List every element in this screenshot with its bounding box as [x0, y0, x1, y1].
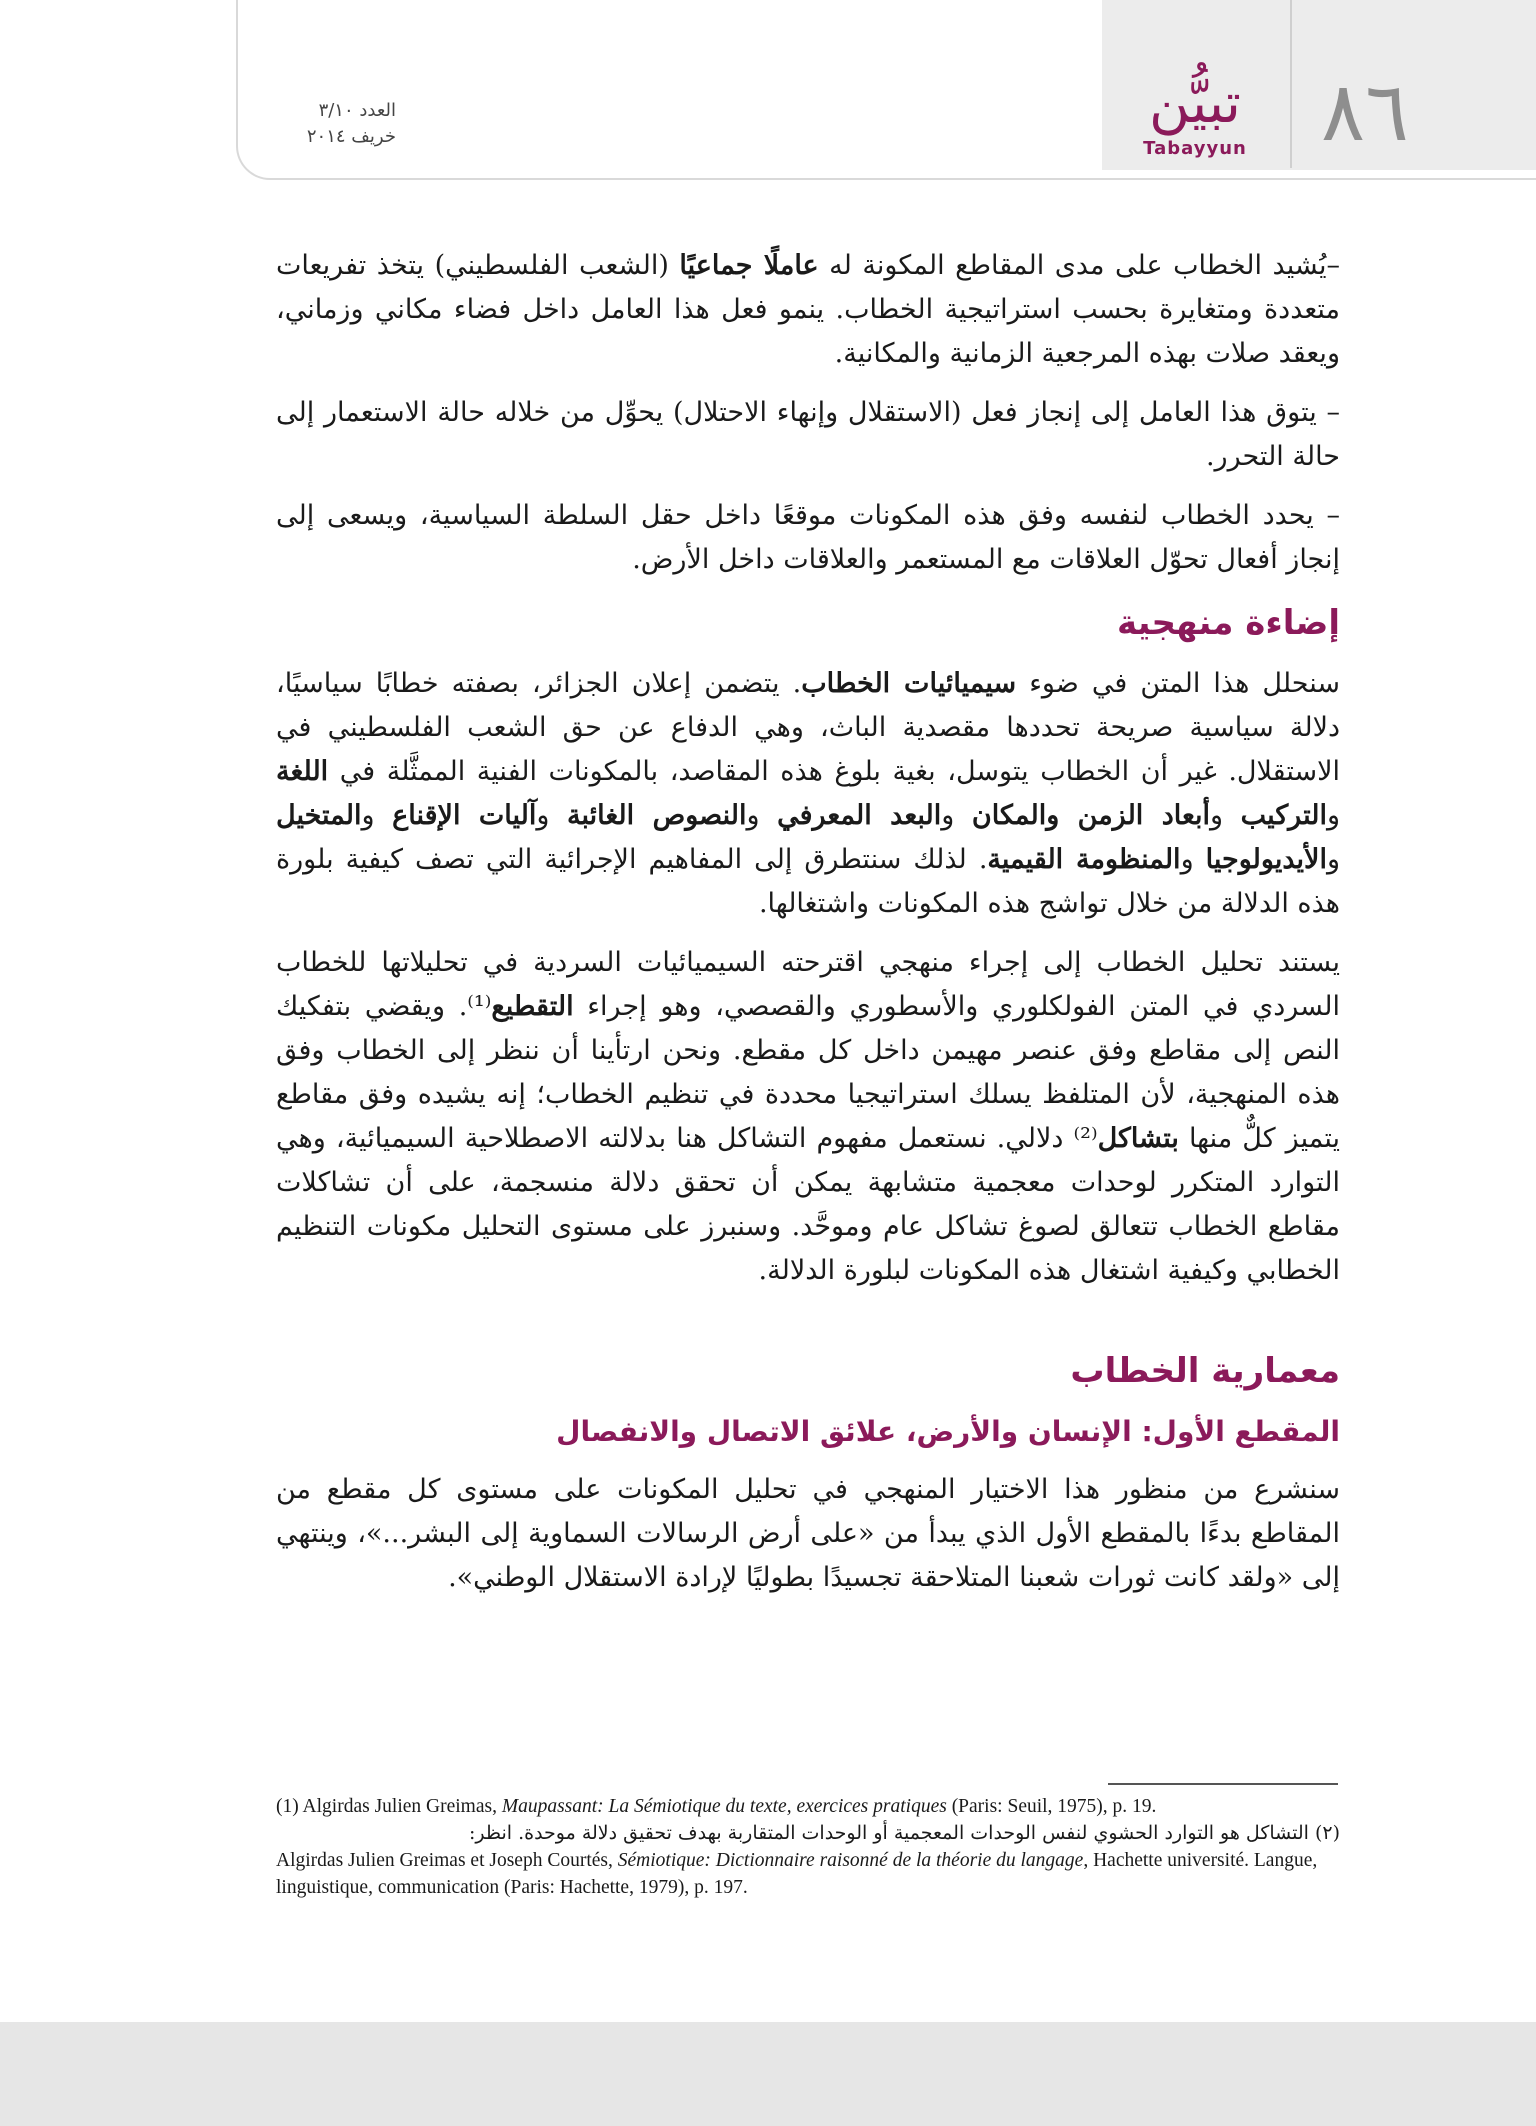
bold-term: اللغة [276, 756, 329, 787]
text-run: و [361, 800, 393, 831]
logo-arabic: تبيُّن [1148, 71, 1241, 136]
text-run: . لذلك سنتطرق إلى المفاهيم الإجرائية التي تصف كيفية بلورة هذه الدلالة من خلال تواشج هذه المكونات واشتغالها. [276, 844, 1340, 919]
article-body [276, 244, 1340, 1615]
paragraph [276, 941, 1340, 1293]
bold-term: عاملًا جماعيًا [679, 250, 819, 281]
issue-season: خريف ٢٠١٤ [306, 126, 396, 147]
footnote-2-arabic: (٢) التشاكل هو التوارد الحشوي لنفس الوحدات المعجمية أو الوحدات المتقاربة بهدف تحقيق دلالة موحدة. انظر: [469, 1822, 1340, 1844]
text-run: . يتضمن إعلان الجزائر، بصفته خطابًا سياسيًا، دلالة سياسية صريحة تحددها مقصدية الباث، وهي الدفاع عن حق الشعب الفلسطيني في الاستقلال. غير أن الخطاب يتوسل، بغية بلوغ هذه المقاصد، بالمكونات الفنية الممثَّلة في [276, 668, 1340, 787]
footnote-rule [1108, 1783, 1338, 1785]
text-run: (Paris: Seuil, 1975), p. 19. [946, 1796, 1157, 1817]
bold-term: آليات الإقناع [392, 800, 537, 831]
bold-term: المنظومة القيمية [987, 844, 1181, 875]
text-run: يستند تحليل الخطاب إلى إجراء منهجي اقترحته السيميائيات السردية في تحليلاتها للخطاب السردي في المتن الفولكلوري والأسطوري والقصصي، وهو إجراء [276, 947, 1340, 1022]
italic-title: Maupassant: La Sémiotique du texte, exercices pratiques [501, 1796, 947, 1817]
text-run: –يُشيد الخطاب على مدى المقاطع المكونة له [818, 250, 1340, 281]
bottom-band [0, 2022, 1536, 2126]
logo-latin: Tabayyun [1143, 138, 1247, 159]
section-title-methodology: إضاءة منهجية [1117, 603, 1340, 643]
text-run: – يحدد الخطاب لنفسه وفق هذه المكونات موقعًا داخل حقل السلطة السياسية، ويسعى إلى إنجاز أفعال تحوّل العلاقات مع المستعمر والعلاقات داخل الأرض. [276, 500, 1340, 575]
text-run: – يتوق هذا العامل إلى إنجاز فعل (الاستقلال وإنهاء الاحتلال) يحوِّل من خلاله حالة الاستعمار إلى حالة التحرر. [276, 397, 1340, 472]
bold-term: الأيديولوجيا [1205, 844, 1327, 875]
footnote-2-reference [276, 1847, 1340, 1901]
paragraph [276, 662, 1340, 926]
text-run: سنشرع من منظور هذا الاختيار المنهجي في تحليل المكونات على مستوى كل مقطع من المقاطع بدءًا بالمقطع الأول الذي يبدأ من «على أرض الرسالات السماوية إلى البشر...»، وينتهي إلى «ولقد كانت ثورات شعبنا المتلاحقة تجسيدًا بطوليًا لإرادة الاستقلال الوطني». [276, 1474, 1340, 1593]
bold-term: سيميائيات الخطاب [801, 668, 1017, 699]
header-divider [1290, 0, 1292, 168]
text-run: ⁽¹⁾. ويقضي بتفكيك النص إلى مقاطع وفق عنصر مهيمن داخل كل مقطع. ونحن ارتأينا أن ننظر إلى الخطاب وفق هذه المنهجية، لأن المتلفظ يسلك استراتيجيا محددة في تنظيم الخطاب؛ إنه يشيده وفق مقاطع يتميز كلٌّ منها [276, 991, 1340, 1154]
issue-number: العدد ٣/١٠ [318, 100, 396, 121]
text-run: و [536, 800, 568, 831]
journal-logo [1120, 72, 1270, 162]
bold-term: بتشاكل [1097, 1123, 1179, 1154]
bold-term: التركيب [1240, 800, 1327, 831]
paragraph [276, 244, 1340, 376]
text-run: و [941, 800, 972, 831]
section-title-architecture: معمارية الخطاب [1070, 1351, 1340, 1391]
text-run: و [1210, 800, 1241, 831]
footnote-1 [276, 1793, 1340, 1820]
subsection-title: المقطع الأول: الإنسان والأرض، علائق الاتصال والانفصال [556, 1415, 1340, 1448]
intro-paragraphs [276, 244, 1340, 582]
text-run: (1) Algirdas Julien Greimas, [276, 1796, 502, 1817]
footnotes [276, 1793, 1340, 1901]
text-run: (الشعب الفلسطيني) يتخذ تفريعات متعددة ومتغايرة بحسب استراتيجية الخطاب. ينمو فعل هذا العامل داخل فضاء مكاني وزماني، ويعقد صلات بهذه المرجعية الزمانية والمكانية. [276, 250, 1340, 369]
bold-term: البعد المعرفي [777, 800, 942, 831]
bold-term: التقطيع [491, 991, 574, 1022]
text-run: ⁽²⁾ دلالي. نستعمل مفهوم التشاكل هنا بدلالته الاصطلاحية السيميائية، وهي التوارد المتكرر لوحدات معجمية متشابهة يمكن أن تحقق دلالة منسجمة، على أن تشاكلات مقاطع الخطاب تتعالق لصوغ تشاكل عام وموحَّد. وسنبرز على مستوى التحليل مكونات التنظيم الخطابي وكيفية اشتغال هذه المكونات لبلورة الدلالة. [276, 1123, 1340, 1286]
paragraph [276, 1468, 1340, 1600]
paragraph [276, 391, 1340, 479]
page-number: ٨٦ [1320, 65, 1410, 160]
text-run: و [746, 800, 778, 831]
text-run: , Hachette université. Langue, linguistique, communication (Paris: Hachette, 1979), p. 197. [276, 1850, 1318, 1898]
bold-term: أبعاد الزمن والمكان [971, 800, 1211, 831]
issue-info [276, 98, 396, 150]
architecture-paragraphs [276, 1468, 1340, 1600]
bold-term: النصوص الغائبة [567, 800, 747, 831]
bold-term: المتخيل [276, 800, 362, 831]
text-run: Algirdas Julien Greimas et Joseph Courtés, [276, 1850, 618, 1871]
text-run: سنحلل هذا المتن في ضوء [1016, 668, 1340, 699]
text-run: و [1326, 844, 1340, 875]
text-run: و [1326, 800, 1340, 831]
italic-title: Sémiotique: Dictionnaire raisonné de la théorie du langage [617, 1850, 1084, 1871]
text-run: و [1180, 844, 1206, 875]
paragraph [276, 494, 1340, 582]
methodology-paragraphs [276, 662, 1340, 1293]
